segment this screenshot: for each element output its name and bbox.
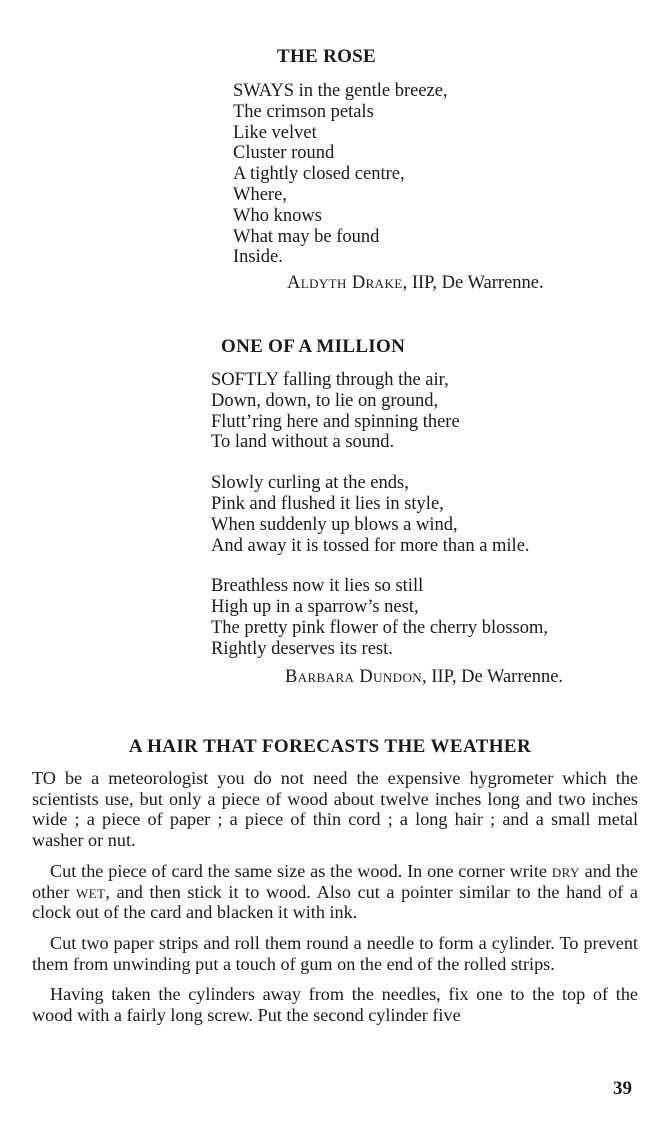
label-dry: dry (551, 860, 580, 881)
poem-stanza (211, 473, 548, 556)
article-paragraph (32, 861, 638, 923)
poem-stanza (211, 370, 548, 453)
poem-attribution (287, 273, 544, 294)
article-body (32, 768, 638, 1036)
article-paragraph: TO be a meteorologist you do not need the expensive hygrometer which the scientists use, but only a piece of wood about twelve inches long and two inches wide ; a piece of paper ; a piece of thin cord ; a long hair ; and a small metal washer or nut. (32, 768, 638, 851)
poem-line: Cluster round (233, 143, 335, 164)
poem-line: Rightly deserves its rest. (211, 638, 393, 659)
author-name: Barbara Dundon (285, 667, 423, 687)
poem-stanza (211, 576, 548, 659)
poem-line: SWAYS in the gentle breeze, (233, 81, 448, 101)
poem-line: To land without a sound. (211, 432, 395, 453)
poem-title-one-of-a-million: ONE OF A MILLION (221, 336, 406, 357)
poem-line: When suddenly up blows a wind, (211, 514, 458, 535)
poem-line: The pretty pink flower of the cherry blossom, (211, 617, 549, 638)
poem-line: And away it is tossed for more than a mile. (211, 535, 530, 556)
poem-line: Who knows (233, 205, 322, 226)
page-number: 39 (613, 1078, 632, 1099)
poem-line: A tightly closed centre, (233, 164, 405, 185)
article-paragraph: Cut two paper strips and roll them round a needle to form a cylinder. To prevent them from unwinding put a touch of gum on the end of the rolled strips. (32, 932, 638, 974)
poem-attribution (285, 667, 563, 688)
poem-title-the-rose: THE ROSE (277, 46, 377, 67)
poem-line: SOFTLY falling through the air, (211, 370, 449, 390)
article-paragraph: Having taken the cylinders away from the needles, fix one to the top of the wood with a fairly long screw. Put the second cylinder five (32, 984, 638, 1026)
poem-line: Down, down, to lie on ground, (211, 390, 439, 411)
poem-the-rose (233, 81, 448, 268)
text-run: Cut the piece of card the same size as the wood. In one corner write (50, 860, 552, 881)
poem-line: The crimson petals (233, 101, 374, 122)
poem-line: Inside. (233, 247, 283, 268)
poem-line: Flutt’ring here and spinning there (211, 411, 460, 432)
poem-line: Where, (233, 184, 287, 205)
author-details: , IIP, De Warrenne. (422, 667, 564, 687)
poem-line: Slowly curling at the ends, (211, 473, 409, 494)
poem-line: Pink and flushed it lies in style, (211, 493, 444, 514)
poem-line: What may be found (233, 226, 380, 247)
poem-line: Like velvet (233, 122, 317, 143)
poem-line: Breathless now it lies so still (211, 576, 424, 597)
text-run: , and then stick it to wood. Also cut a pointer similar to the hand of a clock out of the card and blacken it with ink. (32, 881, 638, 923)
author-details: , IIP, De Warrenne. (402, 273, 544, 293)
author-name: Aldyth Drake (287, 273, 403, 293)
label-wet: wet (76, 881, 106, 902)
poem-line: High up in a sparrow’s nest, (211, 597, 419, 618)
text-run: and the other (32, 860, 638, 902)
poem-one-of-a-million (211, 370, 548, 660)
article-title: A HAIR THAT FORECASTS THE WEATHER (128, 736, 532, 757)
